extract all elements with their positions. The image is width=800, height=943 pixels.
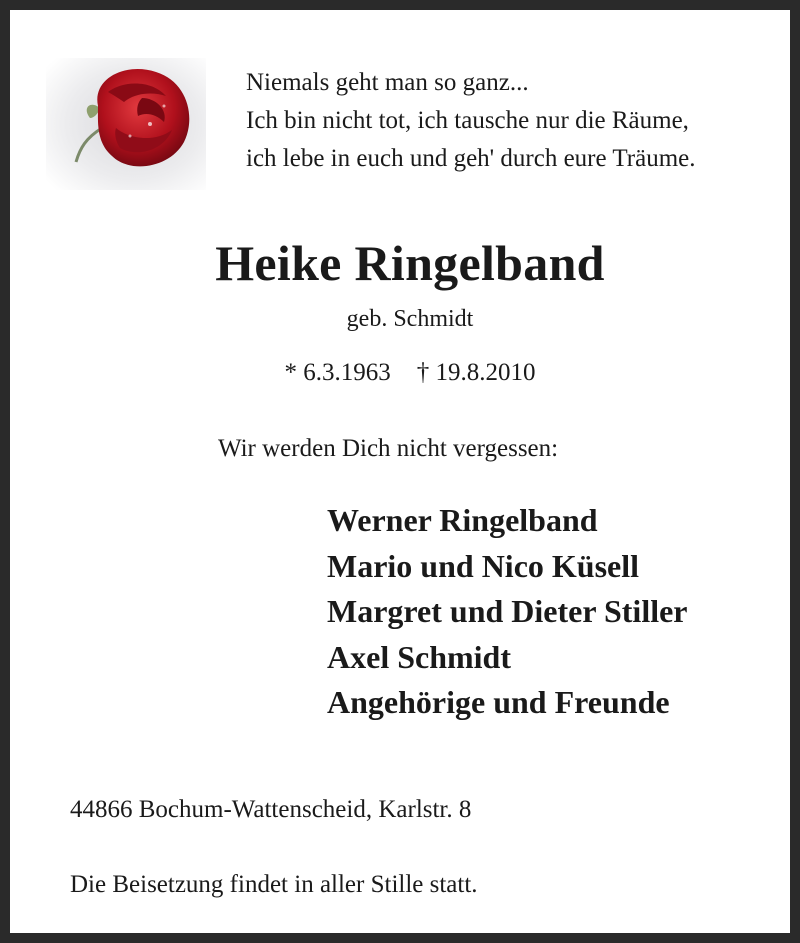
mourner-name: Axel Schmidt <box>327 638 511 675</box>
mourner-name: Margret und Dieter Stiller <box>327 593 688 629</box>
intro-text: Wir werden Dich nicht vergessen: <box>218 435 559 462</box>
mourners-list <box>327 498 688 726</box>
rose-image <box>46 58 206 190</box>
mourner-name: Werner Ringelband <box>327 502 598 538</box>
funeral-note: Die Beisetzung findet in aller Stille statt. <box>70 871 478 898</box>
life-dates <box>10 359 800 387</box>
poem-line-2: Ich bin nicht tot, ich tausche nur die Räume, <box>246 107 689 134</box>
maiden-name: geb. Schmidt <box>346 306 474 332</box>
poem <box>246 64 696 178</box>
deceased-name: Heike Ringelband <box>215 235 605 291</box>
birth-date: * 6.3.1963 <box>284 359 391 386</box>
poem-line-1: Niemals geht man so ganz... <box>246 69 529 96</box>
address: 44866 Bochum-Wattenscheid, Karlstr. 8 <box>70 796 472 823</box>
death-date: † 19.8.2010 <box>416 359 536 386</box>
poem-line-3: ich lebe in euch und geh' durch eure Träume. <box>246 145 696 172</box>
mourner-name: Angehörige und Freunde <box>327 684 670 720</box>
mourner-name: Mario und Nico Küsell <box>327 547 640 584</box>
